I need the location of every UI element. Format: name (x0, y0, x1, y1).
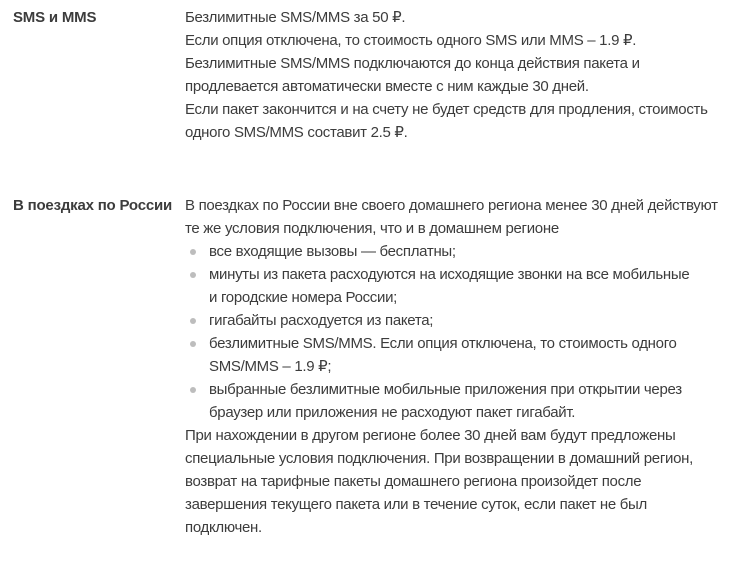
text-line: и городские номера России; (209, 289, 398, 306)
bullet-icon (190, 272, 196, 278)
paragraph (185, 52, 731, 144)
list-item-text (209, 309, 433, 332)
bullet-icon (190, 341, 196, 347)
text-line: При нахождении в другом регионе более 30 дней вам будут предложены (185, 427, 676, 444)
list-item (185, 309, 731, 332)
text-line: продлевается автоматически вместе с ним каждые 30 дней. (185, 78, 589, 95)
text-line: минуты из пакета расходуются на исходящие звонки на все мобильные (209, 266, 690, 283)
text-line: безлимитные SMS/MMS. Если опция отключена, то стоимость одного (209, 335, 677, 352)
list-item (185, 240, 731, 263)
text-line: Безлимитные SMS/MMS подключаются до конца действия пакета и (185, 55, 640, 72)
sections-root (13, 6, 731, 539)
text-line: Безлимитные SMS/MMS за 50 ₽. (185, 9, 406, 26)
list-item-text (209, 378, 682, 424)
bullet-icon (190, 387, 196, 393)
text-line: гигабайты расходуется из пакета; (209, 312, 434, 329)
bullet-icon (190, 318, 196, 324)
section-label: SMS и MMS (13, 9, 97, 26)
text-line: те же условия подключения, что и в домашнем регионе (185, 220, 559, 237)
text-line: завершения текущего пакета или в течение суток, если пакет не был (185, 496, 647, 513)
section-content (185, 6, 731, 144)
text-line: одного SMS/MMS составит 2.5 ₽. (185, 124, 408, 141)
text-line: подключен. (185, 519, 262, 536)
section-travel-russia (13, 194, 731, 539)
paragraph (185, 6, 731, 52)
text-line: возврат на тарифные пакеты домашнего региона произойдет после (185, 473, 642, 490)
section-label: В поездках по России (13, 197, 173, 214)
section-sms-mms (13, 6, 731, 144)
bullet-icon (190, 249, 196, 255)
list-item (185, 263, 731, 309)
text-line: Если пакет закончится и на счету не будет средств для продления, стоимость (185, 101, 708, 118)
bullet-list (185, 240, 731, 424)
text-line: выбранные безлимитные мобильные приложения при открытии через (209, 381, 682, 398)
text-line: В поездках по России вне своего домашнего региона менее 30 дней действуют (185, 197, 718, 214)
list-item (185, 378, 731, 424)
section-content (185, 194, 731, 539)
list-item-text (209, 263, 689, 309)
text-line: все входящие вызовы — бесплатны; (209, 243, 456, 260)
text-line: SMS/MMS – 1.9 ₽; (209, 358, 332, 375)
paragraph (185, 424, 731, 539)
text-line: браузер или приложения не расходуют пакет гигабайт. (209, 404, 576, 421)
list-item-text (209, 332, 677, 378)
text-line: специальные условия подключения. При возвращении в домашний регион, (185, 450, 693, 467)
paragraph (185, 194, 731, 240)
list-item-text (209, 240, 456, 263)
list-item (185, 332, 731, 378)
text-line: Если опция отключена, то стоимость одного SMS или MMS – 1.9 ₽. (185, 32, 637, 49)
